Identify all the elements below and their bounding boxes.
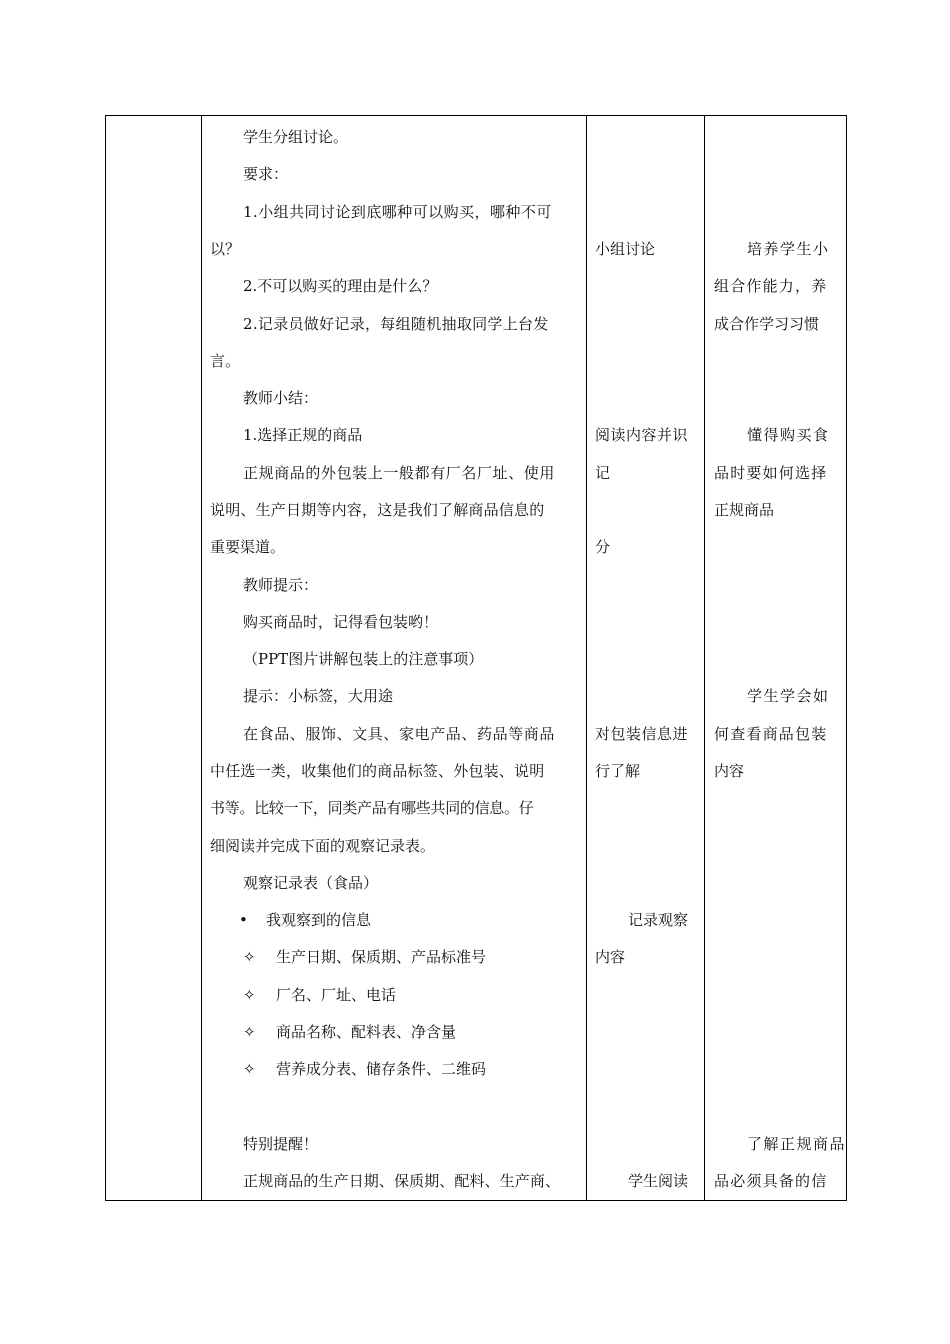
text-line: 记录观察: [628, 911, 689, 929]
text-line: 品时要如何选择: [714, 464, 828, 482]
text-line: 了解正规商品: [747, 1135, 847, 1153]
column-divider-3: [704, 116, 705, 1200]
text-line: 以？: [210, 240, 241, 258]
text-line: 正规商品的生产日期、保质期、配料、生产商、: [243, 1172, 561, 1190]
text-line: 中任选一类，收集他们的商品标签、外包装、说明: [210, 762, 545, 780]
text-line: 成合作学习习惯: [714, 315, 820, 333]
text-line: 重要渠道。: [210, 538, 286, 556]
text-line: 学生分组讨论。: [243, 128, 349, 146]
text-line: 学生阅读: [628, 1172, 689, 1190]
bullet-icon: •: [239, 911, 248, 929]
text-line: 1.选择正规的商品: [243, 426, 363, 444]
list-item: 生产日期、保质期、产品标准号: [276, 948, 487, 966]
text-line: 2.不可以购买的理由是什么？: [243, 277, 438, 295]
text-line: 阅读内容并识: [595, 426, 689, 444]
column-divider-2: [586, 116, 587, 1200]
text-line: 教师提示：: [243, 576, 319, 594]
text-line: 培养学生小: [747, 240, 830, 258]
text-line: 在食品、服饰、文具、家电产品、药品等商品: [243, 725, 556, 743]
text-line: 分: [595, 538, 611, 556]
diamond-icon: ✧: [243, 948, 256, 966]
column-divider-1: [201, 116, 202, 1200]
text-line: 观察记录表（食品）: [243, 874, 379, 892]
text-line: 细阅读并完成下面的观察记录表。: [210, 837, 436, 855]
list-item: 厂名、厂址、电话: [276, 986, 397, 1004]
text-line: 2.记录员做好记录，每组随机抽取同学上台发: [243, 315, 549, 333]
text-line: 书等。比较一下，同类产品有哪些共同的信息。仔: [210, 799, 534, 817]
diamond-icon: ✧: [243, 1060, 256, 1078]
diamond-icon: ✧: [243, 1023, 256, 1041]
text-line: 小组讨论: [595, 240, 656, 258]
text-line: 组合作能力，养: [714, 277, 828, 295]
text-line: 提示：小标签，大用途: [243, 687, 394, 705]
text-line: 要求：: [243, 165, 289, 183]
text-line: 内容: [714, 762, 745, 780]
text-line: 言。: [210, 352, 241, 370]
text-line: 何查看商品包装: [714, 725, 828, 743]
text-line: 行了解: [595, 762, 641, 780]
text-line: 正规商品: [714, 501, 775, 519]
text-line: 学生学会如: [747, 687, 830, 705]
text-line: 记: [595, 464, 611, 482]
text-line: 正规商品的外包装上一般都有厂名厂址、使用: [243, 464, 556, 482]
text-line: 说明、生产日期等内容，这是我们了解商品信息的: [210, 501, 545, 519]
text-line: 对包装信息进: [595, 725, 689, 743]
list-item: 营养成分表、储存条件、二维码: [276, 1060, 487, 1078]
text-line: 懂得购买食: [747, 426, 830, 444]
text-line: 特别提醒！: [243, 1135, 319, 1153]
diamond-icon: ✧: [243, 986, 256, 1004]
text-line: 内容: [595, 948, 626, 966]
list-item: 商品名称、配料表、净含量: [276, 1023, 457, 1041]
text-line: 购买商品时，记得看包装哟！: [243, 613, 439, 631]
text-line: （PPT图片讲解包装上的注意事项）: [243, 650, 484, 668]
list-item: 我观察到的信息: [266, 911, 372, 929]
text-line: 教师小结：: [243, 389, 319, 407]
text-line: 1.小组共同讨论到底哪种可以购买，哪种不可: [243, 203, 552, 221]
text-line: 品必须具备的信: [714, 1172, 828, 1190]
